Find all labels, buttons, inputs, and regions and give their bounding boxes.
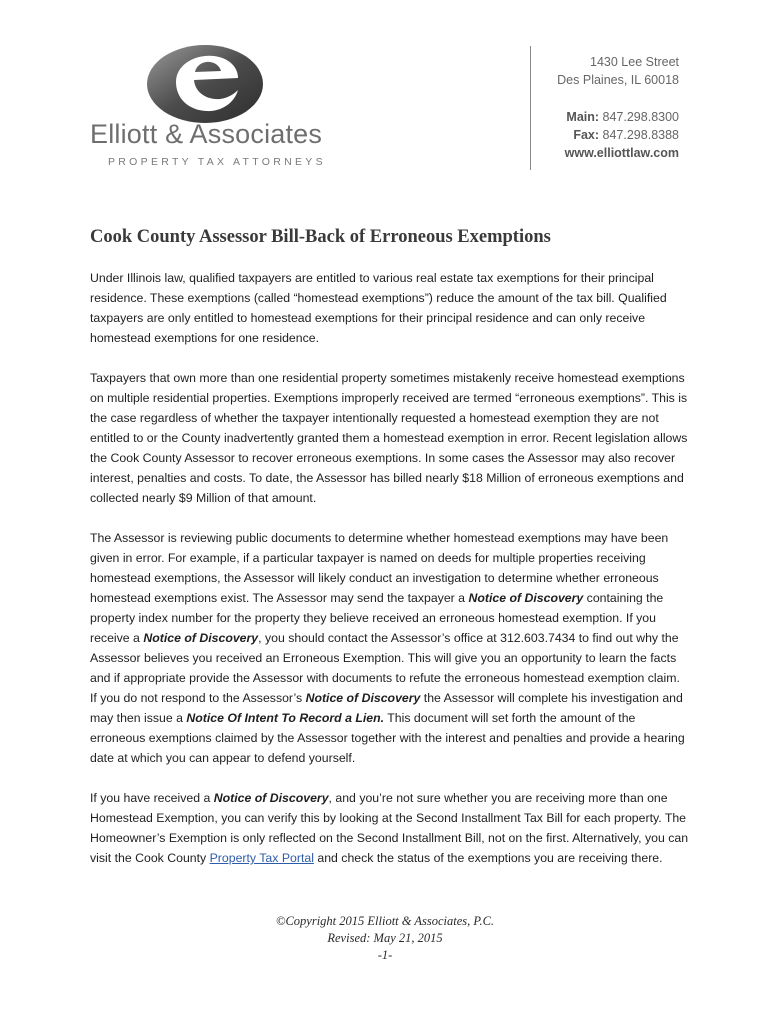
copyright-line: ©Copyright 2015 Elliott & Associates, P.C.: [275, 914, 495, 928]
document-title: Cook County Assessor Bill-Back of Erroneous Exemptions: [90, 227, 551, 247]
fax-line: [557, 126, 679, 144]
firm-name: Elliott & Associates: [90, 119, 323, 149]
fax-label: Fax:: [573, 128, 600, 142]
paragraph-3-text: [90, 528, 690, 768]
p3-run-4: the Assessor will complete his investigation and may then issue a: [90, 691, 683, 725]
fax-number: 847.298.8388: [602, 128, 679, 142]
paragraph-2: [90, 368, 690, 508]
notice-of-intent-term: Notice Of Intent To Record a Lien.: [186, 711, 385, 725]
notice-of-discovery-term: Notice of Discovery: [143, 631, 259, 645]
address-line1: 1430 Lee Street: [590, 55, 679, 69]
p3-run-3: , you should contact the Assessor’s office at 312.603.7434 to find out why the Assessor believes you received an Erroneous Exemption. This will give you an opportunity to learn the facts and if appropriate provide the Assessor with documents to refute the erroneous homestead exemption claim. If you do not respond to the Assessor’s: [90, 631, 680, 705]
page-number: -1-: [377, 948, 393, 962]
website-link[interactable]: www.elliottlaw.com: [564, 146, 679, 160]
revised-date: Revised: May 21, 2015: [327, 931, 443, 945]
notice-of-discovery-term: Notice of Discovery: [213, 791, 329, 805]
paragraph-1-text: Under Illinois law, qualified taxpayers are entitled to various real estate tax exemptions for their principal residence. These exemptions (called “homestead exemptions”) reduce the amount of the tax bill. Qualified taxpayers are only entitled to homestead exemptions for their principal residence and can only receive homestead exemptions for one residence.: [90, 271, 667, 345]
main-phone-label: Main:: [566, 110, 600, 124]
elliott-e-logo-icon: [146, 44, 264, 124]
contact-block: [557, 53, 679, 162]
paragraph-4-text: [90, 788, 690, 868]
property-tax-portal-link[interactable]: Property Tax Portal: [209, 851, 314, 865]
paragraph-3: [90, 528, 690, 768]
p4-run-3: and check the status of the exemptions you are receiving there.: [313, 851, 663, 865]
main-phone: 847.298.8300: [602, 110, 679, 124]
main-phone-line: [557, 108, 679, 126]
firm-tagline: PROPERTY TAX ATTORNEYS: [108, 156, 326, 168]
address-line2: Des Plaines, IL 60018: [557, 73, 679, 87]
paragraph-4: [90, 788, 690, 868]
p3-run-1: The Assessor is reviewing public documents to determine whether homestead exemptions may have been given in error. For example, if a particular taxpayer is named on deeds for multiple properties receiving homestead exemptions, the Assessor will likely conduct an investigation to determine whether erroneous homestead exemptions exist. The Assessor may send the taxpayer a: [90, 531, 669, 605]
p4-run-2: , and you’re not sure whether you are receiving more than one Homestead Exemption, you can verify this by looking at the Second Installment Tax Bill for each property. The Homeowner’s Exemption is only reflected on the Second Installment Bill, not on the first. Alternatively, you can visit the Cook County: [90, 791, 689, 865]
notice-of-discovery-term: Notice of Discovery: [468, 591, 584, 605]
paragraph-2-text: Taxpayers that own more than one residential property sometimes mistakenly receive homestead exemptions on multiple residential properties. Exemptions improperly received are termed “erroneous exemptions”. This is the case regardless of whether the taxpayer intentionally requested a homestead exemption they are not entitled to or the County inadvertently granted them a homestead exemption in error. Recent legislation allows the Cook County Assessor to recover erroneous exemptions. In some cases the Assessor may also recover interest, penalties and costs. To date, the Assessor has billed nearly $18 Million of erroneous exemptions and collected nearly $9 Million of that amount.: [90, 371, 688, 505]
paragraph-1: [90, 268, 690, 348]
p3-run-5: This document will set forth the amount of the erroneous exemptions claimed by the Assessor together with the interest and penalties and provide a hearing date at which you can appear to defend yourself.: [90, 711, 685, 765]
notice-of-discovery-term: Notice of Discovery: [305, 691, 421, 705]
p4-run-1: If you have received a: [90, 791, 214, 805]
p3-run-2: containing the property index number for the property they believe received an erroneous homestead exemption. If you receive a: [90, 591, 664, 645]
header-divider: [530, 46, 531, 170]
document-footer: [0, 913, 770, 964]
